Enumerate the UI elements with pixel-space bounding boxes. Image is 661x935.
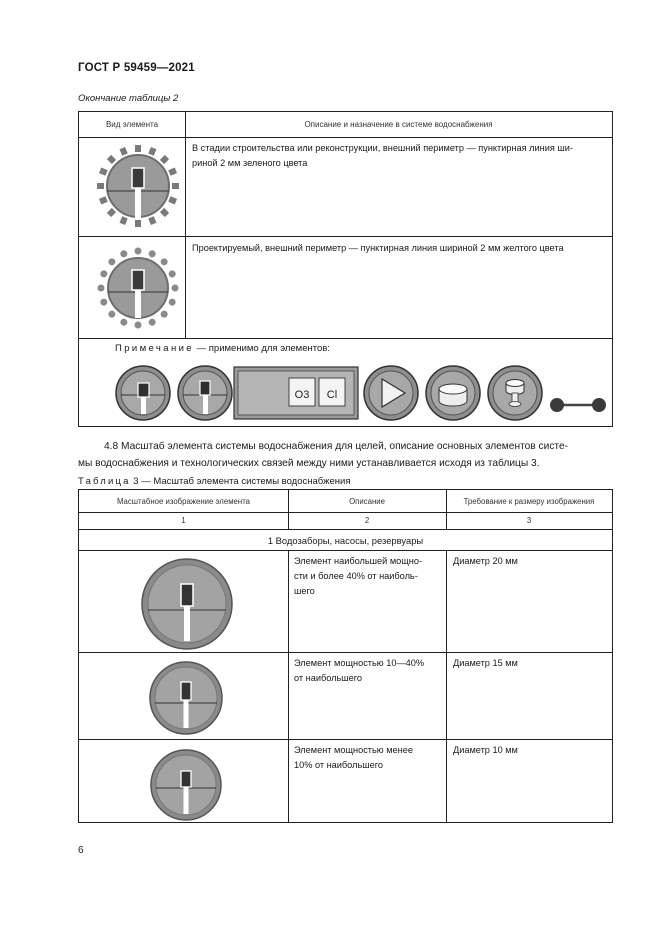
table2-row2-description: Проектируемый, внешний периметр — пунктирная линия шириной 2 мм желтого цвета: [192, 243, 564, 253]
table3-caption: Таблица 3 — Масштаб элемента системы водоснабжения: [78, 476, 351, 487]
table2-row1-description: В стадии строительства или реконструкции, внешний периметр — пунктирная линия ши- риной 2 мм зеленого цвета: [192, 143, 573, 168]
ozone-label: O3: [294, 389, 310, 401]
well-icon: [114, 364, 172, 422]
table3-col-number-1: 1: [181, 516, 186, 525]
table3-row1-description: Элемент наибольшей мощно- сти и более 40% от наиболь- шего: [294, 556, 423, 596]
table3-col-number-3: 3: [526, 516, 532, 525]
table3-header-size: Требование к размеру изображения: [463, 497, 595, 506]
section-4-8-paragraph: 4.8 Масштаб элемента системы водоснабжения для целей, описание основных элементов систе- мы водоснабжения и технологических связей между ними устанавливается исходя из таблицы 3.: [78, 441, 569, 469]
table2-caption: Окончание таблицы 2: [78, 93, 179, 104]
table2-note: Примечание — применимо для элементов:: [115, 343, 330, 354]
pipe-connection-icon: [548, 395, 608, 415]
page-number: 6: [78, 845, 84, 856]
tank-icon: [424, 364, 482, 422]
table2-header-element: Вид элемента: [105, 120, 159, 129]
chlorine-label: Cl: [326, 389, 338, 401]
large-element-icon: [140, 557, 234, 651]
tower-icon: [486, 364, 544, 422]
small-element-icon: [149, 748, 223, 822]
pump-icon: [362, 364, 420, 422]
well-icon-small: [176, 364, 234, 422]
table3-header-image: Масштабное изображение элемента: [116, 497, 251, 506]
table3-row3-size: Диаметр 10 мм: [453, 745, 518, 755]
projected-element-icon: [96, 246, 180, 330]
document-code: ГОСТ Р 59459—2021: [78, 62, 195, 74]
table2-header-description: Описание и назначение в системе водоснабжения: [304, 120, 493, 129]
construction-element-icon: [96, 144, 180, 228]
table3-header-description: Описание: [349, 497, 385, 506]
table3-row2-description: Элемент мощностью 10—40% от наибольшего: [294, 658, 425, 683]
table3-row3-description: Элемент мощностью менее 10% от наибольшего: [294, 745, 413, 770]
treatment-box-icon: [233, 366, 359, 420]
table3-row2-size: Диаметр 15 мм: [453, 658, 518, 668]
table3-row1-size: Диаметр 20 мм: [453, 556, 518, 566]
medium-element-icon: [148, 660, 224, 736]
table3-section-title: 1 Водозаборы, насосы, резервуары: [267, 535, 424, 546]
table3-col-number-2: 2: [364, 516, 370, 525]
